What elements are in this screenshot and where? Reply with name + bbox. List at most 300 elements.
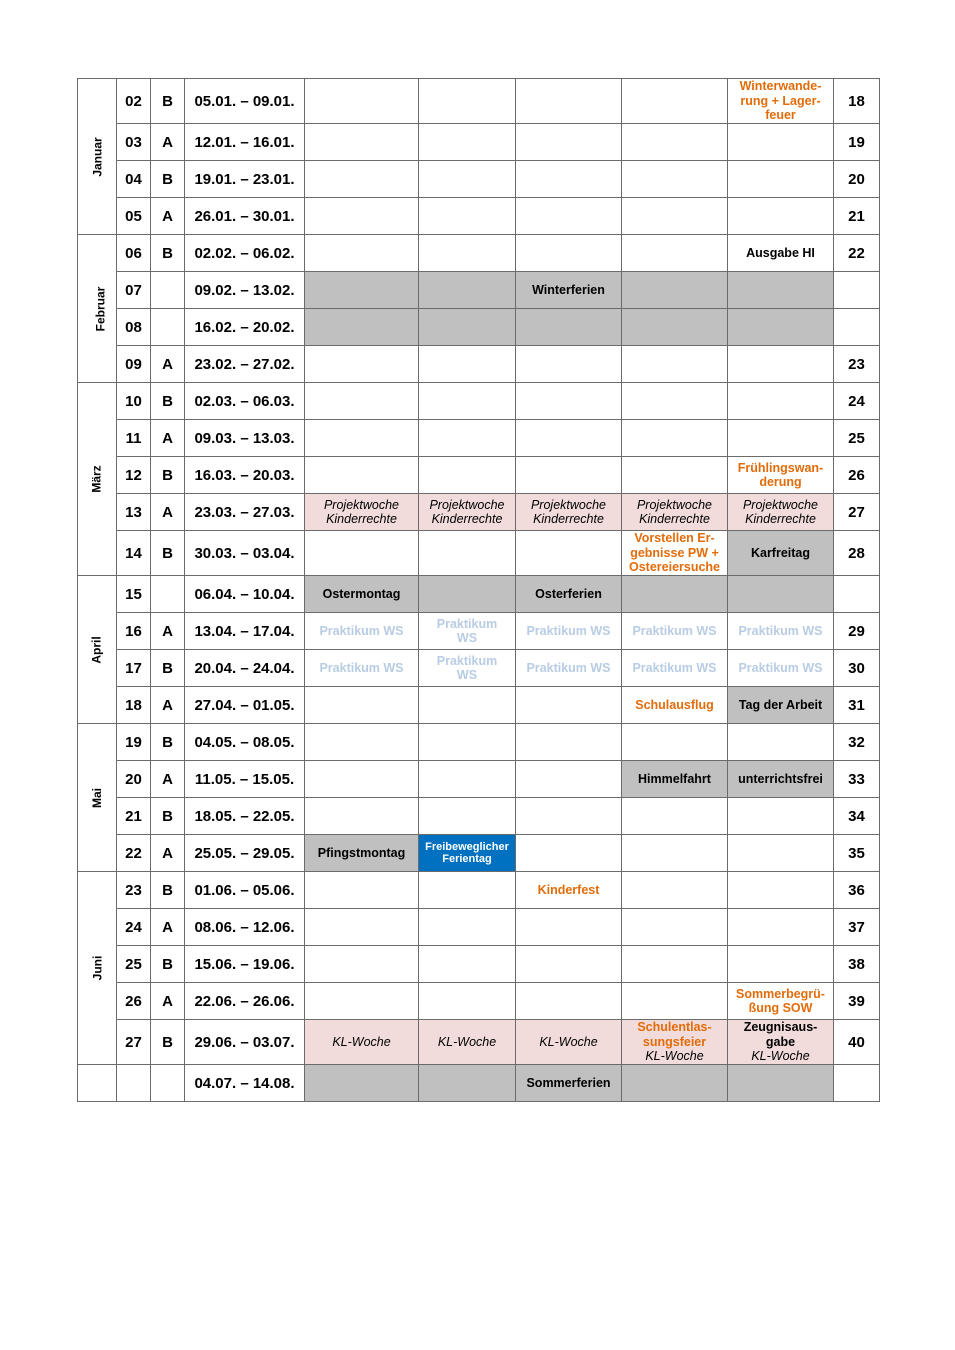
- event-line: Winterwande-: [739, 79, 822, 94]
- event-line: Praktikum: [436, 616, 498, 631]
- school-week-number: 20: [834, 161, 880, 198]
- school-week-number: 33: [834, 761, 880, 798]
- event-cell: [516, 946, 622, 983]
- internship-cell: Praktikum WS: [305, 650, 419, 687]
- holiday-cell: [419, 309, 516, 346]
- event-cell: [516, 383, 622, 420]
- event-cell: [622, 909, 728, 946]
- week-row: [78, 650, 880, 687]
- event-cell: [516, 835, 622, 872]
- event-cell: [305, 531, 419, 576]
- internship-cell: Praktikum WS: [516, 613, 622, 650]
- event-line: sungsfeier: [642, 1034, 707, 1049]
- holiday-cell: [622, 309, 728, 346]
- week-dates: 16.02. – 20.02.: [185, 309, 305, 346]
- event-cell: [622, 346, 728, 383]
- kl-week-cell: [728, 1020, 834, 1065]
- event-cell: [305, 198, 419, 235]
- week-type: A: [151, 494, 185, 531]
- project-week-cell: [516, 494, 622, 531]
- holiday-cell: [622, 272, 728, 309]
- event-line: Ferientag: [442, 853, 492, 865]
- week-row: [78, 494, 880, 531]
- event-cell: [728, 124, 834, 161]
- week-type: B: [151, 79, 185, 124]
- holiday-cell: [728, 309, 834, 346]
- event-cell: [622, 531, 728, 576]
- calendar-week: 27: [117, 1020, 151, 1065]
- kl-week-cell: KL-Woche: [516, 1020, 622, 1065]
- event-cell: [728, 872, 834, 909]
- kl-week-cell: KL-Woche: [305, 1020, 419, 1065]
- event-cell: [516, 235, 622, 272]
- week-dates: 18.05. – 22.05.: [185, 798, 305, 835]
- event-cell: [305, 161, 419, 198]
- week-dates: 01.06. – 05.06.: [185, 872, 305, 909]
- week-row: [78, 798, 880, 835]
- week-row: [78, 79, 880, 124]
- school-week-number: 36: [834, 872, 880, 909]
- week-dates: 19.01. – 23.01.: [185, 161, 305, 198]
- event-cell: [622, 235, 728, 272]
- event-cell: [305, 724, 419, 761]
- week-row: [78, 1065, 880, 1102]
- week-dates: 11.05. – 15.05.: [185, 761, 305, 798]
- week-row: [78, 983, 880, 1020]
- school-week-number: 32: [834, 724, 880, 761]
- month-label-juni: Juni: [78, 872, 117, 1065]
- school-week-number: 18: [834, 79, 880, 124]
- internship-cell: Praktikum WS: [622, 650, 728, 687]
- week-type: B: [151, 650, 185, 687]
- holiday-cell: [305, 1065, 419, 1102]
- week-type: B: [151, 235, 185, 272]
- week-row: [78, 724, 880, 761]
- event-cell: [419, 946, 516, 983]
- event-cell: [516, 798, 622, 835]
- event-cell: [419, 724, 516, 761]
- event-cell: [622, 872, 728, 909]
- holiday-cell: [516, 309, 622, 346]
- week-row: [78, 1020, 880, 1065]
- week-dates: 15.06. – 19.06.: [185, 946, 305, 983]
- event-line: KL-Woche: [645, 1049, 704, 1064]
- holiday-cell: Ostermontag: [305, 576, 419, 613]
- week-dates: 02.02. – 06.02.: [185, 235, 305, 272]
- school-week-number: 24: [834, 383, 880, 420]
- event-cell: [419, 198, 516, 235]
- week-type: B: [151, 724, 185, 761]
- event-line: Zeugnisaus-: [743, 1020, 818, 1035]
- week-type: A: [151, 761, 185, 798]
- week-row: [78, 531, 880, 576]
- week-row: [78, 613, 880, 650]
- event-cell: [305, 457, 419, 494]
- event-cell: [419, 346, 516, 383]
- school-week-number: 34: [834, 798, 880, 835]
- event-line: Kinderrechte: [639, 512, 710, 526]
- event-cell: [622, 983, 728, 1020]
- event-cell: [419, 872, 516, 909]
- event-cell: [419, 531, 516, 576]
- holiday-cell: [728, 272, 834, 309]
- event-cell: [622, 798, 728, 835]
- week-type: [151, 576, 185, 613]
- week-row: [78, 576, 880, 613]
- school-week-number: 26: [834, 457, 880, 494]
- internship-cell: Praktikum WS: [728, 650, 834, 687]
- project-week-cell: [305, 494, 419, 531]
- week-dates: 22.06. – 26.06.: [185, 983, 305, 1020]
- holiday-cell: [419, 272, 516, 309]
- calendar-week: 04: [117, 161, 151, 198]
- week-row: [78, 124, 880, 161]
- event-cell: [728, 946, 834, 983]
- week-row: [78, 420, 880, 457]
- week-dates: 25.05. – 29.05.: [185, 835, 305, 872]
- event-cell: [305, 983, 419, 1020]
- internship-cell: [419, 650, 516, 687]
- week-row: [78, 272, 880, 309]
- holiday-cell: [419, 1065, 516, 1102]
- calendar-week: 08: [117, 309, 151, 346]
- event-cell: [622, 946, 728, 983]
- event-cell: [516, 761, 622, 798]
- event-cell: [728, 346, 834, 383]
- event-cell: [728, 198, 834, 235]
- school-week-number: 35: [834, 835, 880, 872]
- event-cell: [516, 457, 622, 494]
- week-dates: 09.03. – 13.03.: [185, 420, 305, 457]
- event-cell: Ausgabe HI: [728, 235, 834, 272]
- month-label-januar: Januar: [78, 79, 117, 235]
- event-line: KL-Woche: [751, 1049, 810, 1064]
- event-line: Freibeweglicher: [425, 841, 509, 853]
- week-row: [78, 309, 880, 346]
- week-type: B: [151, 457, 185, 494]
- event-cell: [516, 909, 622, 946]
- event-cell: [622, 457, 728, 494]
- week-row: [78, 383, 880, 420]
- calendar-week: 23: [117, 872, 151, 909]
- month-label-mai: Mai: [78, 724, 117, 872]
- holiday-cell: Pfingstmontag: [305, 835, 419, 872]
- event-cell: [516, 79, 622, 124]
- calendar-week: 11: [117, 420, 151, 457]
- event-cell: [622, 124, 728, 161]
- event-cell: [728, 724, 834, 761]
- internship-cell: Praktikum WS: [728, 613, 834, 650]
- event-cell: [419, 798, 516, 835]
- kl-week-cell: [622, 1020, 728, 1065]
- school-week-number: 21: [834, 198, 880, 235]
- week-dates: 13.04. – 17.04.: [185, 613, 305, 650]
- week-dates: 02.03. – 06.03.: [185, 383, 305, 420]
- event-cell: [622, 161, 728, 198]
- calendar-week: 03: [117, 124, 151, 161]
- event-line: Projektwoche: [429, 497, 505, 512]
- event-cell: [728, 909, 834, 946]
- week-row: [78, 946, 880, 983]
- calendar-week: 16: [117, 613, 151, 650]
- event-line: Projektwoche: [636, 497, 713, 512]
- calendar-week: 07: [117, 272, 151, 309]
- week-type: A: [151, 198, 185, 235]
- event-cell: [419, 687, 516, 724]
- school-week-number: 25: [834, 420, 880, 457]
- school-week-number: 31: [834, 687, 880, 724]
- event-cell: [305, 79, 419, 124]
- holiday-cell: Winterferien: [516, 272, 622, 309]
- week-type: A: [151, 835, 185, 872]
- week-type: B: [151, 531, 185, 576]
- internship-cell: Praktikum WS: [622, 613, 728, 650]
- holiday-cell: Himmelfahrt: [622, 761, 728, 798]
- event-cell: [622, 79, 728, 124]
- event-cell: [419, 124, 516, 161]
- event-cell: [419, 909, 516, 946]
- internship-cell: Praktikum WS: [516, 650, 622, 687]
- calendar-week: 02: [117, 79, 151, 124]
- week-dates: 12.01. – 16.01.: [185, 124, 305, 161]
- event-cell: [419, 420, 516, 457]
- week-dates: 20.04. – 24.04.: [185, 650, 305, 687]
- week-dates: 29.06. – 03.07.: [185, 1020, 305, 1065]
- month-label-maerz: März: [78, 383, 117, 576]
- event-cell: [622, 835, 728, 872]
- event-line: Sommerbegrü-: [736, 986, 825, 1001]
- event-cell: [305, 687, 419, 724]
- week-row: [78, 235, 880, 272]
- school-week-number: [834, 576, 880, 613]
- event-line: gabe: [765, 1034, 796, 1049]
- week-dates: 26.01. – 30.01.: [185, 198, 305, 235]
- week-dates: 06.04. – 10.04.: [185, 576, 305, 613]
- event-line: ßung SOW: [748, 1001, 813, 1015]
- calendar-week: 25: [117, 946, 151, 983]
- week-dates: 23.03. – 27.03.: [185, 494, 305, 531]
- event-cell: [305, 909, 419, 946]
- event-cell: [728, 161, 834, 198]
- school-week-number: 22: [834, 235, 880, 272]
- event-line: Projektwoche: [323, 497, 400, 512]
- event-line: Praktikum: [436, 653, 498, 668]
- calendar-week: 18: [117, 687, 151, 724]
- calendar-week: 06: [117, 235, 151, 272]
- event-line: Kinderrechte: [533, 512, 604, 526]
- holiday-cell: [622, 1065, 728, 1102]
- week-row: [78, 457, 880, 494]
- kl-week-cell: KL-Woche: [419, 1020, 516, 1065]
- event-line: derung: [759, 475, 802, 489]
- week-type: A: [151, 983, 185, 1020]
- holiday-cell: Karfreitag: [728, 531, 834, 576]
- calendar-week: 09: [117, 346, 151, 383]
- school-week-number: 38: [834, 946, 880, 983]
- week-row: [78, 835, 880, 872]
- calendar-week: 26: [117, 983, 151, 1020]
- event-cell: [419, 161, 516, 198]
- week-dates: 08.06. – 12.06.: [185, 909, 305, 946]
- week-type: [151, 309, 185, 346]
- month-label-februar: Februar: [78, 235, 117, 383]
- holiday-cell: unterrichtsfrei: [728, 761, 834, 798]
- event-cell: [419, 383, 516, 420]
- event-cell: [419, 79, 516, 124]
- calendar-week: 12: [117, 457, 151, 494]
- week-dates: 30.03. – 03.04.: [185, 531, 305, 576]
- week-type: B: [151, 872, 185, 909]
- calendar-week: 17: [117, 650, 151, 687]
- school-week-number: 19: [834, 124, 880, 161]
- week-type: A: [151, 613, 185, 650]
- event-line: WS: [456, 631, 478, 645]
- event-cell: [305, 798, 419, 835]
- school-week-number: 40: [834, 1020, 880, 1065]
- event-cell: [305, 761, 419, 798]
- event-cell: Schulausflug: [622, 687, 728, 724]
- event-line: feuer: [765, 108, 796, 123]
- event-cell: [516, 161, 622, 198]
- week-dates: 16.03. – 20.03.: [185, 457, 305, 494]
- holiday-cell: [728, 576, 834, 613]
- event-line: WS: [456, 668, 478, 682]
- week-type: A: [151, 346, 185, 383]
- week-type: B: [151, 383, 185, 420]
- week-type: B: [151, 161, 185, 198]
- event-cell: [516, 724, 622, 761]
- event-cell: [622, 724, 728, 761]
- event-line: rung + Lager-: [740, 93, 821, 108]
- event-cell: [622, 420, 728, 457]
- week-dates: 04.05. – 08.05.: [185, 724, 305, 761]
- event-cell: [305, 346, 419, 383]
- week-type: A: [151, 420, 185, 457]
- calendar-week: 19: [117, 724, 151, 761]
- event-cell: [305, 946, 419, 983]
- event-line: Projektwoche: [742, 497, 819, 512]
- event-cell: [516, 420, 622, 457]
- holiday-cell: [305, 272, 419, 309]
- event-cell: [516, 531, 622, 576]
- event-cell: [622, 198, 728, 235]
- event-cell: [516, 687, 622, 724]
- event-cell: [516, 124, 622, 161]
- week-dates: 05.01. – 09.01.: [185, 79, 305, 124]
- calendar-week: 15: [117, 576, 151, 613]
- school-week-number: [834, 1065, 880, 1102]
- event-cell: [419, 235, 516, 272]
- event-cell: [305, 872, 419, 909]
- event-cell: [728, 983, 834, 1020]
- calendar-week: 21: [117, 798, 151, 835]
- holiday-cell: Sommerferien: [516, 1065, 622, 1102]
- school-week-number: 28: [834, 531, 880, 576]
- week-row: [78, 909, 880, 946]
- event-cell: [305, 235, 419, 272]
- event-line: Kinderrechte: [431, 512, 503, 526]
- calendar-week: 10: [117, 383, 151, 420]
- month-label-empty: [78, 1065, 117, 1102]
- event-line: Vorstellen Er-: [634, 531, 715, 546]
- holiday-cell: [728, 1065, 834, 1102]
- event-line: Ostereiersuche: [628, 560, 721, 575]
- event-cell: [419, 761, 516, 798]
- school-week-number: 27: [834, 494, 880, 531]
- calendar-week: 14: [117, 531, 151, 576]
- school-year-calendar-table: [77, 78, 880, 1102]
- event-cell: [728, 457, 834, 494]
- calendar-week: 22: [117, 835, 151, 872]
- holiday-cell: [305, 309, 419, 346]
- week-dates: 04.07. – 14.08.: [185, 1065, 305, 1102]
- week-row: [78, 761, 880, 798]
- week-type: B: [151, 1020, 185, 1065]
- event-cell: [419, 983, 516, 1020]
- event-cell: [728, 79, 834, 124]
- internship-cell: [419, 613, 516, 650]
- calendar-week: 20: [117, 761, 151, 798]
- week-type: B: [151, 946, 185, 983]
- week-type: A: [151, 124, 185, 161]
- week-type: B: [151, 798, 185, 835]
- week-type: A: [151, 909, 185, 946]
- flex-day-cell: [419, 835, 516, 872]
- school-week-number: 23: [834, 346, 880, 383]
- school-week-number: [834, 309, 880, 346]
- event-cell: [728, 835, 834, 872]
- week-row: [78, 346, 880, 383]
- event-cell: [305, 383, 419, 420]
- holiday-cell: [419, 576, 516, 613]
- event-line: gebnisse PW +: [630, 545, 719, 560]
- event-cell: [728, 420, 834, 457]
- internship-cell: Praktikum WS: [305, 613, 419, 650]
- calendar-week: 05: [117, 198, 151, 235]
- week-dates: 27.04. – 01.05.: [185, 687, 305, 724]
- event-line: Kinderrechte: [745, 512, 816, 526]
- event-cell: [305, 124, 419, 161]
- week-type: A: [151, 687, 185, 724]
- project-week-cell: [622, 494, 728, 531]
- week-row: [78, 872, 880, 909]
- project-week-cell: [728, 494, 834, 531]
- event-line: Frühlingswan-: [737, 460, 824, 475]
- calendar-week: [117, 1065, 151, 1102]
- holiday-cell: Tag der Arbeit: [728, 687, 834, 724]
- event-cell: [305, 420, 419, 457]
- event-cell: [516, 198, 622, 235]
- event-cell: [622, 383, 728, 420]
- week-row: [78, 687, 880, 724]
- holiday-cell: Osterferien: [516, 576, 622, 613]
- holiday-cell: [622, 576, 728, 613]
- school-week-number: 37: [834, 909, 880, 946]
- event-line: Schulentlas-: [637, 1020, 712, 1035]
- event-line: Projektwoche: [530, 497, 607, 512]
- month-label-april: April: [78, 576, 117, 724]
- event-cell: Kinderfest: [516, 872, 622, 909]
- week-type: [151, 1065, 185, 1102]
- week-dates: 09.02. – 13.02.: [185, 272, 305, 309]
- calendar-week: 24: [117, 909, 151, 946]
- school-week-number: 30: [834, 650, 880, 687]
- week-dates: 23.02. – 27.02.: [185, 346, 305, 383]
- event-cell: [728, 798, 834, 835]
- school-week-number: 29: [834, 613, 880, 650]
- project-week-cell: [419, 494, 516, 531]
- event-cell: [516, 983, 622, 1020]
